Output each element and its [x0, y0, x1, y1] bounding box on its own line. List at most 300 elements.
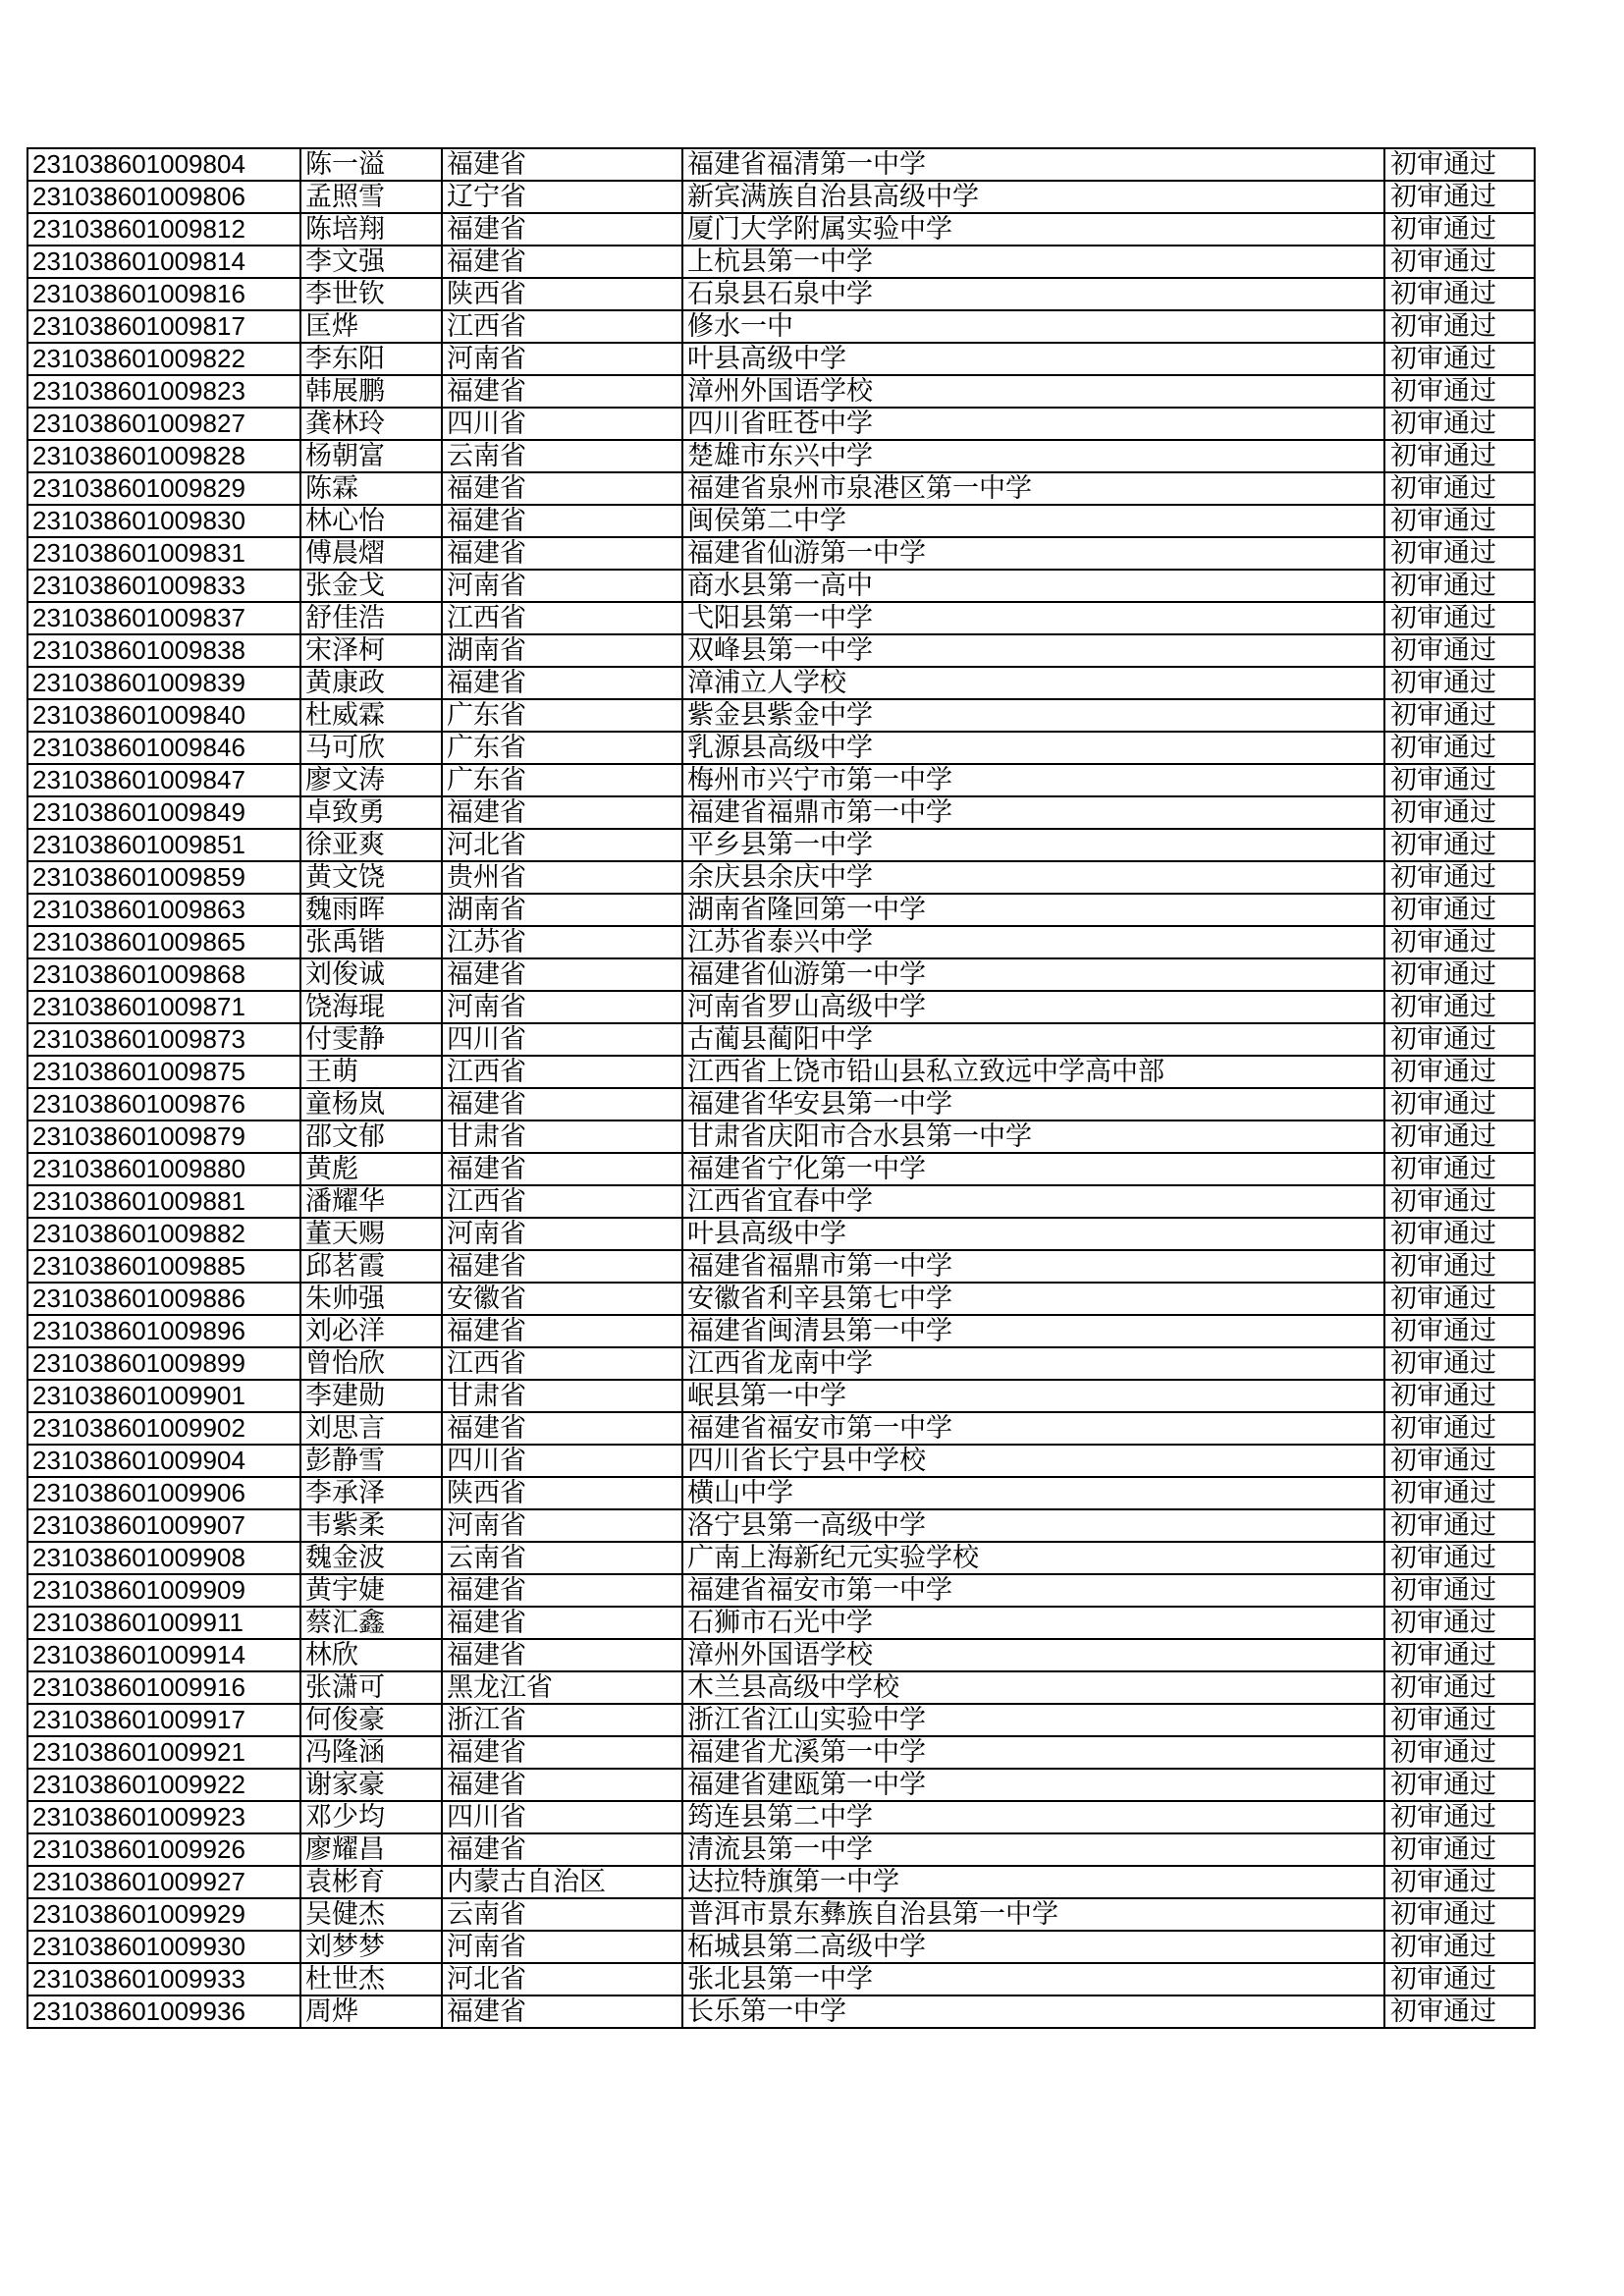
- applicant-name-cell: 杜威霖: [300, 699, 442, 732]
- applicant-name-cell: 童杨岚: [300, 1088, 442, 1121]
- province-cell: 福建省: [442, 1250, 682, 1283]
- school-cell: 河南省罗山高级中学: [682, 991, 1384, 1023]
- review-status-cell: 初审通过: [1384, 634, 1535, 667]
- table-row: [27, 1704, 1535, 1736]
- province-cell: 河南省: [442, 1509, 682, 1542]
- table-row: [27, 505, 1535, 537]
- table-row: [27, 732, 1535, 764]
- province-cell: 浙江省: [442, 1704, 682, 1736]
- province-cell: 江苏省: [442, 926, 682, 958]
- applicant-name-cell: 李承泽: [300, 1477, 442, 1509]
- province-cell: 福建省: [442, 1412, 682, 1445]
- province-cell: 福建省: [442, 1769, 682, 1801]
- school-cell: 福建省宁化第一中学: [682, 1153, 1384, 1185]
- applicant-id-cell: 231038601009873: [27, 1023, 300, 1056]
- applicant-name-cell: 李建勋: [300, 1380, 442, 1412]
- table-row: [27, 894, 1535, 926]
- table-row: [27, 1088, 1535, 1121]
- school-cell: 岷县第一中学: [682, 1380, 1384, 1412]
- applicant-id-cell: 231038601009901: [27, 1380, 300, 1412]
- school-cell: 福建省建瓯第一中学: [682, 1769, 1384, 1801]
- applicant-id-cell: 231038601009914: [27, 1639, 300, 1671]
- review-status-cell: 初审通过: [1384, 1671, 1535, 1704]
- applicant-id-cell: 231038601009849: [27, 796, 300, 829]
- table-row: [27, 1801, 1535, 1833]
- applicant-id-cell: 231038601009830: [27, 505, 300, 537]
- school-cell: 新宾满族自治县高级中学: [682, 181, 1384, 213]
- applicant-name-cell: 林心怡: [300, 505, 442, 537]
- school-cell: 木兰县高级中学校: [682, 1671, 1384, 1704]
- table-row: [27, 1121, 1535, 1153]
- table-row: [27, 1833, 1535, 1866]
- school-cell: 福建省福鼎市第一中学: [682, 1250, 1384, 1283]
- review-status-cell: 初审通过: [1384, 1477, 1535, 1509]
- applicant-table: [27, 147, 1536, 2029]
- province-cell: 贵州省: [442, 861, 682, 894]
- applicant-name-cell: 韩展鹏: [300, 375, 442, 408]
- applicant-id-cell: 231038601009812: [27, 213, 300, 246]
- table-row: [27, 537, 1535, 570]
- table-row: [27, 246, 1535, 278]
- province-cell: 福建省: [442, 1995, 682, 2028]
- school-cell: 横山中学: [682, 1477, 1384, 1509]
- table-row: [27, 1250, 1535, 1283]
- school-cell: 甘肃省庆阳市合水县第一中学: [682, 1121, 1384, 1153]
- review-status-cell: 初审通过: [1384, 958, 1535, 991]
- province-cell: 福建省: [442, 796, 682, 829]
- review-status-cell: 初审通过: [1384, 1445, 1535, 1477]
- school-cell: 闽侯第二中学: [682, 505, 1384, 537]
- review-status-cell: 初审通过: [1384, 148, 1535, 181]
- province-cell: 甘肃省: [442, 1380, 682, 1412]
- review-status-cell: 初审通过: [1384, 1218, 1535, 1250]
- review-status-cell: 初审通过: [1384, 1736, 1535, 1769]
- applicant-name-cell: 李东阳: [300, 343, 442, 375]
- table-row: [27, 278, 1535, 310]
- applicant-id-cell: 231038601009806: [27, 181, 300, 213]
- school-cell: 漳州外国语学校: [682, 1639, 1384, 1671]
- applicant-name-cell: 李文强: [300, 246, 442, 278]
- school-cell: 筠连县第二中学: [682, 1801, 1384, 1833]
- school-cell: 张北县第一中学: [682, 1963, 1384, 1995]
- province-cell: 广东省: [442, 732, 682, 764]
- table-row: [27, 1315, 1535, 1347]
- school-cell: 福建省福鼎市第一中学: [682, 796, 1384, 829]
- province-cell: 河南省: [442, 1931, 682, 1963]
- school-cell: 漳州外国语学校: [682, 375, 1384, 408]
- applicant-id-cell: 231038601009927: [27, 1866, 300, 1898]
- applicant-name-cell: 黄康政: [300, 667, 442, 699]
- school-cell: 达拉特旗第一中学: [682, 1866, 1384, 1898]
- review-status-cell: 初审通过: [1384, 1898, 1535, 1931]
- province-cell: 四川省: [442, 408, 682, 440]
- province-cell: 福建省: [442, 505, 682, 537]
- province-cell: 陕西省: [442, 278, 682, 310]
- province-cell: 四川省: [442, 1445, 682, 1477]
- table-row: [27, 1866, 1535, 1898]
- review-status-cell: 初审通过: [1384, 1542, 1535, 1574]
- applicant-name-cell: 黄宇婕: [300, 1574, 442, 1607]
- province-cell: 福建省: [442, 667, 682, 699]
- applicant-name-cell: 潘耀华: [300, 1185, 442, 1218]
- table-row: [27, 1963, 1535, 1995]
- applicant-name-cell: 陈培翔: [300, 213, 442, 246]
- review-status-cell: 初审通过: [1384, 375, 1535, 408]
- province-cell: 福建省: [442, 213, 682, 246]
- applicant-name-cell: 廖文涛: [300, 764, 442, 796]
- applicant-id-cell: 231038601009847: [27, 764, 300, 796]
- applicant-id-cell: 231038601009831: [27, 537, 300, 570]
- applicant-id-cell: 231038601009909: [27, 1574, 300, 1607]
- school-cell: 福建省华安县第一中学: [682, 1088, 1384, 1121]
- applicant-id-cell: 231038601009896: [27, 1315, 300, 1347]
- applicant-id-cell: 231038601009876: [27, 1088, 300, 1121]
- province-cell: 广东省: [442, 764, 682, 796]
- province-cell: 江西省: [442, 602, 682, 634]
- applicant-name-cell: 傅晨熠: [300, 537, 442, 570]
- school-cell: 洛宁县第一高级中学: [682, 1509, 1384, 1542]
- review-status-cell: 初审通过: [1384, 408, 1535, 440]
- review-status-cell: 初审通过: [1384, 1412, 1535, 1445]
- review-status-cell: 初审通过: [1384, 278, 1535, 310]
- province-cell: 河南省: [442, 570, 682, 602]
- school-cell: 叶县高级中学: [682, 343, 1384, 375]
- school-cell: 弋阳县第一中学: [682, 602, 1384, 634]
- province-cell: 江西省: [442, 1185, 682, 1218]
- review-status-cell: 初审通过: [1384, 1153, 1535, 1185]
- review-status-cell: 初审通过: [1384, 1639, 1535, 1671]
- applicant-name-cell: 魏金波: [300, 1542, 442, 1574]
- table-row: [27, 1153, 1535, 1185]
- school-cell: 清流县第一中学: [682, 1833, 1384, 1866]
- table-row: [27, 602, 1535, 634]
- province-cell: 河南省: [442, 991, 682, 1023]
- table-row: [27, 1542, 1535, 1574]
- school-cell: 梅州市兴宁市第一中学: [682, 764, 1384, 796]
- table-row: [27, 375, 1535, 408]
- province-cell: 甘肃省: [442, 1121, 682, 1153]
- school-cell: 江西省上饶市铅山县私立致远中学高中部: [682, 1056, 1384, 1088]
- province-cell: 辽宁省: [442, 181, 682, 213]
- school-cell: 乳源县高级中学: [682, 732, 1384, 764]
- applicant-name-cell: 蔡汇鑫: [300, 1607, 442, 1639]
- table-row: [27, 440, 1535, 472]
- applicant-id-cell: 231038601009921: [27, 1736, 300, 1769]
- table-row: [27, 1218, 1535, 1250]
- applicant-id-cell: 231038601009908: [27, 1542, 300, 1574]
- applicant-id-cell: 231038601009833: [27, 570, 300, 602]
- table-row: [27, 1671, 1535, 1704]
- table-row: [27, 343, 1535, 375]
- table-row: [27, 1412, 1535, 1445]
- applicant-name-cell: 王萌: [300, 1056, 442, 1088]
- province-cell: 江西省: [442, 310, 682, 343]
- table-row: [27, 1380, 1535, 1412]
- table-row: [27, 1347, 1535, 1380]
- applicant-name-cell: 黄彪: [300, 1153, 442, 1185]
- applicant-name-cell: 邱茗霞: [300, 1250, 442, 1283]
- applicant-id-cell: 231038601009871: [27, 991, 300, 1023]
- table-row: [27, 570, 1535, 602]
- review-status-cell: 初审通过: [1384, 472, 1535, 505]
- applicant-name-cell: 邵文郁: [300, 1121, 442, 1153]
- province-cell: 福建省: [442, 472, 682, 505]
- school-cell: 江苏省泰兴中学: [682, 926, 1384, 958]
- applicant-name-cell: 龚林玲: [300, 408, 442, 440]
- table-row: [27, 829, 1535, 861]
- review-status-cell: 初审通过: [1384, 829, 1535, 861]
- province-cell: 河南省: [442, 1218, 682, 1250]
- review-status-cell: 初审通过: [1384, 1574, 1535, 1607]
- province-cell: 福建省: [442, 246, 682, 278]
- review-status-cell: 初审通过: [1384, 894, 1535, 926]
- applicant-name-cell: 黄文饶: [300, 861, 442, 894]
- applicant-id-cell: 231038601009875: [27, 1056, 300, 1088]
- school-cell: 福建省闽清县第一中学: [682, 1315, 1384, 1347]
- review-status-cell: 初审通过: [1384, 1801, 1535, 1833]
- applicant-id-cell: 231038601009881: [27, 1185, 300, 1218]
- review-status-cell: 初审通过: [1384, 1056, 1535, 1088]
- table-row: [27, 958, 1535, 991]
- school-cell: 上杭县第一中学: [682, 246, 1384, 278]
- school-cell: 石泉县石泉中学: [682, 278, 1384, 310]
- school-cell: 四川省旺苍中学: [682, 408, 1384, 440]
- applicant-id-cell: 231038601009828: [27, 440, 300, 472]
- province-cell: 四川省: [442, 1801, 682, 1833]
- applicant-id-cell: 231038601009817: [27, 310, 300, 343]
- applicant-name-cell: 谢家豪: [300, 1769, 442, 1801]
- applicant-name-cell: 杜世杰: [300, 1963, 442, 1995]
- review-status-cell: 初审通过: [1384, 1283, 1535, 1315]
- table-row: [27, 796, 1535, 829]
- applicant-id-cell: 231038601009879: [27, 1121, 300, 1153]
- school-cell: 楚雄市东兴中学: [682, 440, 1384, 472]
- applicant-name-cell: 彭静雪: [300, 1445, 442, 1477]
- table-row: [27, 1023, 1535, 1056]
- applicant-id-cell: 231038601009859: [27, 861, 300, 894]
- review-status-cell: 初审通过: [1384, 213, 1535, 246]
- table-row: [27, 1639, 1535, 1671]
- applicant-name-cell: 何俊豪: [300, 1704, 442, 1736]
- applicant-id-cell: 231038601009829: [27, 472, 300, 505]
- table-row: [27, 634, 1535, 667]
- applicant-id-cell: 231038601009936: [27, 1995, 300, 2028]
- province-cell: 湖南省: [442, 634, 682, 667]
- table-row: [27, 148, 1535, 181]
- review-status-cell: 初审通过: [1384, 602, 1535, 634]
- school-cell: 福建省泉州市泉港区第一中学: [682, 472, 1384, 505]
- applicant-id-cell: 231038601009885: [27, 1250, 300, 1283]
- applicant-name-cell: 孟照雪: [300, 181, 442, 213]
- applicant-name-cell: 杨朝富: [300, 440, 442, 472]
- school-cell: 叶县高级中学: [682, 1218, 1384, 1250]
- school-cell: 福建省福安市第一中学: [682, 1574, 1384, 1607]
- applicant-id-cell: 231038601009926: [27, 1833, 300, 1866]
- province-cell: 福建省: [442, 1315, 682, 1347]
- applicant-id-cell: 231038601009846: [27, 732, 300, 764]
- school-cell: 福建省福安市第一中学: [682, 1412, 1384, 1445]
- review-status-cell: 初审通过: [1384, 796, 1535, 829]
- applicant-name-cell: 曾怡欣: [300, 1347, 442, 1380]
- applicant-name-cell: 张金戈: [300, 570, 442, 602]
- review-status-cell: 初审通过: [1384, 246, 1535, 278]
- applicant-id-cell: 231038601009899: [27, 1347, 300, 1380]
- school-cell: 普洱市景东彝族自治县第一中学: [682, 1898, 1384, 1931]
- review-status-cell: 初审通过: [1384, 926, 1535, 958]
- school-cell: 余庆县余庆中学: [682, 861, 1384, 894]
- applicant-name-cell: 董天赐: [300, 1218, 442, 1250]
- school-cell: 福建省尤溪第一中学: [682, 1736, 1384, 1769]
- school-cell: 浙江省江山实验中学: [682, 1704, 1384, 1736]
- school-cell: 广南上海新纪元实验学校: [682, 1542, 1384, 1574]
- province-cell: 福建省: [442, 148, 682, 181]
- review-status-cell: 初审通过: [1384, 1866, 1535, 1898]
- applicant-name-cell: 冯隆涵: [300, 1736, 442, 1769]
- review-status-cell: 初审通过: [1384, 1963, 1535, 1995]
- applicant-id-cell: 231038601009822: [27, 343, 300, 375]
- review-status-cell: 初审通过: [1384, 861, 1535, 894]
- applicant-name-cell: 李世钦: [300, 278, 442, 310]
- province-cell: 福建省: [442, 375, 682, 408]
- review-status-cell: 初审通过: [1384, 181, 1535, 213]
- school-cell: 石狮市石光中学: [682, 1607, 1384, 1639]
- table-row: [27, 1995, 1535, 2028]
- province-cell: 福建省: [442, 1833, 682, 1866]
- applicant-id-cell: 231038601009917: [27, 1704, 300, 1736]
- table-row: [27, 1931, 1535, 1963]
- applicant-id-cell: 231038601009923: [27, 1801, 300, 1833]
- school-cell: 福建省仙游第一中学: [682, 537, 1384, 570]
- review-status-cell: 初审通过: [1384, 310, 1535, 343]
- applicant-name-cell: 付雯静: [300, 1023, 442, 1056]
- province-cell: 福建省: [442, 537, 682, 570]
- applicant-name-cell: 魏雨晖: [300, 894, 442, 926]
- applicant-id-cell: 231038601009922: [27, 1769, 300, 1801]
- applicant-id-cell: 231038601009902: [27, 1412, 300, 1445]
- province-cell: 湖南省: [442, 894, 682, 926]
- applicant-id-cell: 231038601009882: [27, 1218, 300, 1250]
- applicant-id-cell: 231038601009839: [27, 667, 300, 699]
- school-cell: 双峰县第一中学: [682, 634, 1384, 667]
- province-cell: 陕西省: [442, 1477, 682, 1509]
- review-status-cell: 初审通过: [1384, 1509, 1535, 1542]
- province-cell: 福建省: [442, 1088, 682, 1121]
- school-cell: 商水县第一高中: [682, 570, 1384, 602]
- applicant-id-cell: 231038601009929: [27, 1898, 300, 1931]
- review-status-cell: 初审通过: [1384, 732, 1535, 764]
- review-status-cell: 初审通过: [1384, 1315, 1535, 1347]
- applicant-name-cell: 刘思言: [300, 1412, 442, 1445]
- table-row: [27, 1509, 1535, 1542]
- school-cell: 长乐第一中学: [682, 1995, 1384, 2028]
- table-row: [27, 181, 1535, 213]
- applicant-name-cell: 匡烨: [300, 310, 442, 343]
- applicant-name-cell: 廖耀昌: [300, 1833, 442, 1866]
- table-row: [27, 408, 1535, 440]
- review-status-cell: 初审通过: [1384, 1607, 1535, 1639]
- province-cell: 河南省: [442, 343, 682, 375]
- applicant-name-cell: 马可欣: [300, 732, 442, 764]
- table-row: [27, 699, 1535, 732]
- applicant-id-cell: 231038601009911: [27, 1607, 300, 1639]
- applicant-id-cell: 231038601009837: [27, 602, 300, 634]
- applicant-id-cell: 231038601009851: [27, 829, 300, 861]
- table-row: [27, 991, 1535, 1023]
- applicant-name-cell: 朱帅强: [300, 1283, 442, 1315]
- review-status-cell: 初审通过: [1384, 1250, 1535, 1283]
- applicant-id-cell: 231038601009816: [27, 278, 300, 310]
- province-cell: 江西省: [442, 1347, 682, 1380]
- review-status-cell: 初审通过: [1384, 1704, 1535, 1736]
- applicant-name-cell: 周烨: [300, 1995, 442, 2028]
- review-status-cell: 初审通过: [1384, 505, 1535, 537]
- school-cell: 江西省龙南中学: [682, 1347, 1384, 1380]
- applicant-table-body: [27, 148, 1535, 2028]
- table-row: [27, 1574, 1535, 1607]
- province-cell: 云南省: [442, 1898, 682, 1931]
- school-cell: 平乡县第一中学: [682, 829, 1384, 861]
- review-status-cell: 初审通过: [1384, 343, 1535, 375]
- applicant-id-cell: 231038601009804: [27, 148, 300, 181]
- applicant-id-cell: 231038601009840: [27, 699, 300, 732]
- applicant-id-cell: 231038601009904: [27, 1445, 300, 1477]
- table-row: [27, 926, 1535, 958]
- table-row: [27, 310, 1535, 343]
- school-cell: 福建省福清第一中学: [682, 148, 1384, 181]
- review-status-cell: 初审通过: [1384, 1347, 1535, 1380]
- province-cell: 福建省: [442, 958, 682, 991]
- applicant-id-cell: 231038601009814: [27, 246, 300, 278]
- applicant-id-cell: 231038601009906: [27, 1477, 300, 1509]
- table-row: [27, 1283, 1535, 1315]
- school-cell: 漳浦立人学校: [682, 667, 1384, 699]
- review-status-cell: 初审通过: [1384, 570, 1535, 602]
- applicant-name-cell: 袁彬育: [300, 1866, 442, 1898]
- applicant-name-cell: 刘梦梦: [300, 1931, 442, 1963]
- review-status-cell: 初审通过: [1384, 1995, 1535, 2028]
- table-row: [27, 1607, 1535, 1639]
- applicant-id-cell: 231038601009865: [27, 926, 300, 958]
- applicant-id-cell: 231038601009886: [27, 1283, 300, 1315]
- applicant-name-cell: 邓少均: [300, 1801, 442, 1833]
- table-row: [27, 1445, 1535, 1477]
- table-row: [27, 764, 1535, 796]
- table-row: [27, 667, 1535, 699]
- applicant-id-cell: 231038601009916: [27, 1671, 300, 1704]
- review-status-cell: 初审通过: [1384, 440, 1535, 472]
- applicant-name-cell: 陈霖: [300, 472, 442, 505]
- school-cell: 柘城县第二高级中学: [682, 1931, 1384, 1963]
- province-cell: 福建省: [442, 1153, 682, 1185]
- applicant-id-cell: 231038601009907: [27, 1509, 300, 1542]
- applicant-name-cell: 韦紫柔: [300, 1509, 442, 1542]
- province-cell: 黑龙江省: [442, 1671, 682, 1704]
- applicant-id-cell: 231038601009930: [27, 1931, 300, 1963]
- review-status-cell: 初审通过: [1384, 1931, 1535, 1963]
- applicant-name-cell: 陈一溢: [300, 148, 442, 181]
- school-cell: 安徽省利辛县第七中学: [682, 1283, 1384, 1315]
- table-row: [27, 1185, 1535, 1218]
- province-cell: 广东省: [442, 699, 682, 732]
- review-status-cell: 初审通过: [1384, 1185, 1535, 1218]
- review-status-cell: 初审通过: [1384, 1023, 1535, 1056]
- table-row: [27, 1736, 1535, 1769]
- province-cell: 福建省: [442, 1736, 682, 1769]
- school-cell: 江西省宜春中学: [682, 1185, 1384, 1218]
- table-row: [27, 1477, 1535, 1509]
- province-cell: 河北省: [442, 1963, 682, 1995]
- table-row: [27, 1898, 1535, 1931]
